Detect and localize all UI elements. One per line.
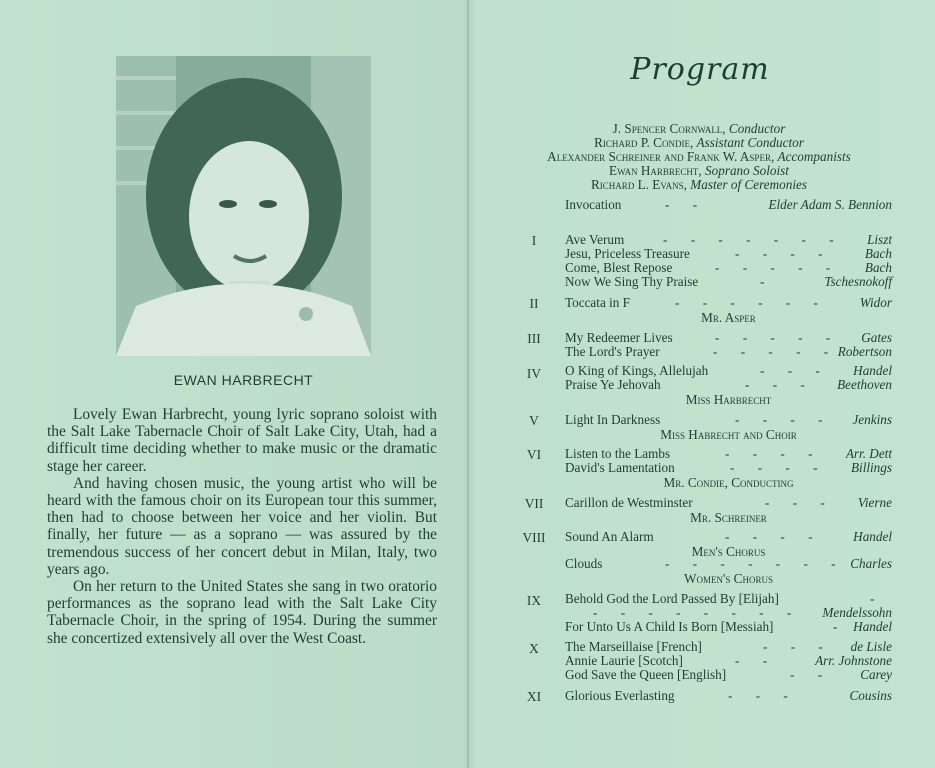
program-piece: God Save the Queen [English] - - Carey xyxy=(565,667,892,682)
program-piece: O King of Kings, Allelujah - - - Handel xyxy=(565,363,892,378)
section-number: V xyxy=(529,413,539,428)
program-piece: For Unto Us A Child Is Born [Messiah] - Handel xyxy=(565,619,892,634)
performer-note: Mr. Asper xyxy=(701,310,756,325)
performer-note: Miss Habrecht and Choir xyxy=(660,427,797,442)
section-number: II xyxy=(529,296,539,311)
section-pieces xyxy=(565,640,892,682)
section-pieces xyxy=(565,296,892,310)
section-pieces xyxy=(565,364,892,392)
program-piece: Come, Blest Repose - - - - - Bach xyxy=(565,260,892,275)
section-pieces xyxy=(565,331,892,359)
program-piece: My Redeemer Lives - - - - - Gates xyxy=(565,330,892,345)
program-piece: Jesu, Priceless Treasure - - - - Bach xyxy=(565,246,892,261)
performer-note: Mr. Schreiner xyxy=(690,510,767,525)
performer-note: Men's Chorus xyxy=(691,544,766,559)
program-piece: Annie Laurie [Scotch] - - Arr. Johnstone xyxy=(565,653,892,668)
program-piece: Now We Sing Thy Praise - Tschesnokoff xyxy=(565,274,892,289)
section-number: III xyxy=(527,331,541,346)
bio-paragraph: Lovely Ewan Harbrecht, young lyric soprano soloist with the Salt Lake Tabernacle Choir of Salt Lake City, Utah, had a difficult time deciding whether to make music or the dramatic stage her career. xyxy=(47,406,437,475)
section-pieces xyxy=(565,689,892,703)
section-pieces xyxy=(565,233,892,289)
program-piece: Light In Darkness - - - - Jenkins xyxy=(565,412,892,427)
credits-list xyxy=(470,122,928,192)
bio-paragraph: And having chosen music, the young artist who will be heard with the famous choir on its European tour this summer, then had to choose between her voice and her violin. But finally, her future — as a soprano — was assured by the tremendous success of her concert debut in Milan, Italy, two years ago. xyxy=(47,474,437,578)
performer-note: Miss Harbrecht xyxy=(685,392,772,407)
section-pieces xyxy=(565,447,892,475)
performer-note: Mr. Condie, Conducting xyxy=(663,475,794,490)
program-piece: Praise Ye Jehovah - - - Beethoven xyxy=(565,377,892,392)
credit-line: Richard P. Condie, Assistant Conductor xyxy=(594,135,804,150)
section-pieces xyxy=(565,413,892,427)
bio-paragraph: On her return to the United States she sang in two oratorio performances as the soprano lead with the Salt Lake City Tabernacle Choir, in the spring of 1954. During the summer she concertized extensively all over the West Coast. xyxy=(47,578,437,647)
program-piece: Glorious Everlasting - - - Cousins xyxy=(565,688,892,703)
section-number: XI xyxy=(526,689,542,704)
program-piece: Behold God the Lord Passed By [Elijah] - xyxy=(565,591,885,606)
section-number: VI xyxy=(526,447,542,462)
program-piece: - - - - - - - - Mendelssohn xyxy=(593,605,892,620)
program-piece: Listen to the Lambs - - - - Arr. Dett xyxy=(565,446,892,461)
program-piece: Sound An Alarm - - - - Handel xyxy=(565,529,892,544)
performer-note: Women's Chorus xyxy=(684,571,773,586)
section-pieces xyxy=(565,557,892,571)
invocation-line: Invocation - - Elder Adam S. Bennion xyxy=(565,197,892,212)
section-number: VII xyxy=(524,496,544,511)
program-piece: The Marseillaise [French] - - - de Lisle xyxy=(565,639,892,654)
program-piece: Carillon de Westminster - - - Vierne xyxy=(565,495,892,510)
section-number: VIII xyxy=(522,530,546,545)
credit-line: Richard L. Evans, Master of Ceremonies xyxy=(591,177,807,192)
credit-line: Alexander Schreiner and Frank W. Asper, Accompanists xyxy=(547,149,851,164)
center-fold xyxy=(467,0,469,768)
portrait-caption: EWAN HARBRECHT xyxy=(173,372,314,388)
section-number: IX xyxy=(526,593,542,608)
section-number: X xyxy=(529,641,539,656)
section-pieces xyxy=(565,592,892,634)
soloist-biography xyxy=(47,406,437,647)
credit-line: Ewan Harbrecht, Soprano Soloist xyxy=(609,163,789,178)
credit-line: J. Spencer Cornwall, Conductor xyxy=(612,121,786,136)
section-pieces xyxy=(565,530,892,544)
program-piece: Clouds - - - - - - - Charles xyxy=(565,556,892,571)
program-piece: Ave Verum - - - - - - - Liszt xyxy=(565,232,892,247)
soloist-portrait-photo xyxy=(116,56,371,356)
program-piece: Toccata in F - - - - - - Widor xyxy=(565,295,892,310)
program-piece: David's Lamentation - - - - Billings xyxy=(565,460,892,475)
program-piece: The Lord's Prayer - - - - - Robertson xyxy=(565,344,892,359)
section-number: IV xyxy=(526,366,542,381)
program-title: Program xyxy=(630,52,770,87)
section-number: I xyxy=(531,233,537,248)
section-pieces xyxy=(565,496,892,510)
